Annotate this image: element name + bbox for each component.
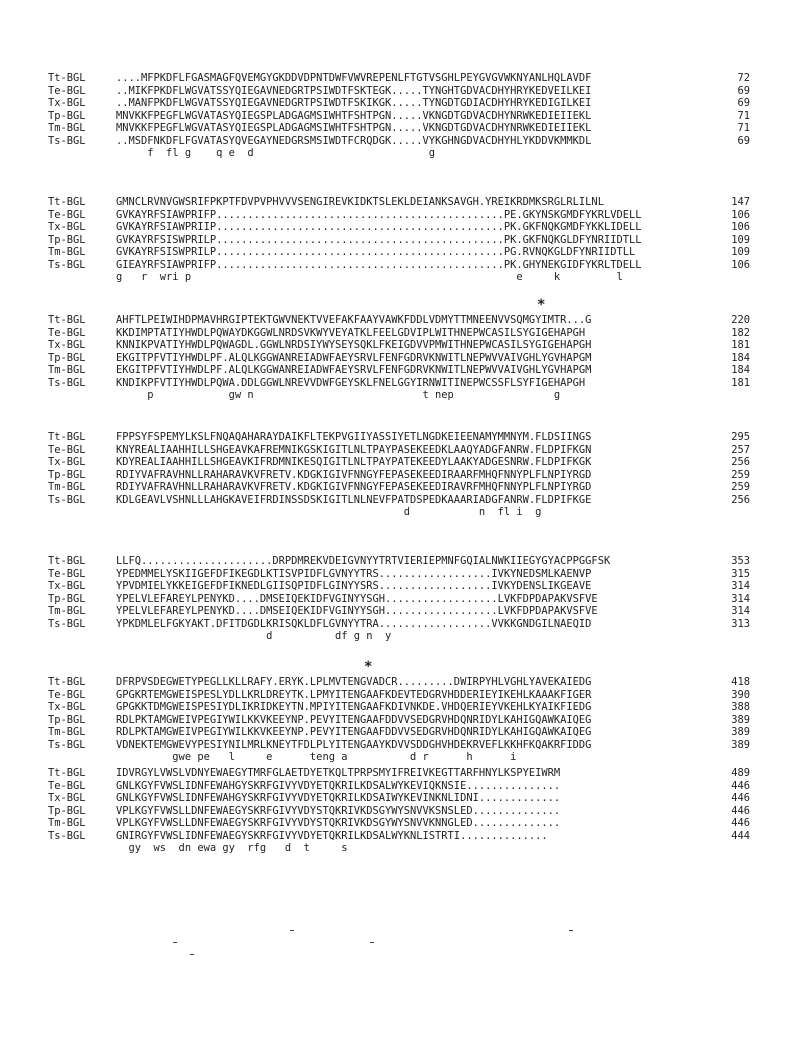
consensus-row — [48, 751, 748, 764]
sequence-name: Tt-BGL — [48, 314, 86, 326]
sequence-name: Ts-BGL — [48, 829, 86, 842]
scan-mark — [569, 930, 573, 931]
sequence-residues: KKDIMPTATIYHWDLPQWAYDKGGWLNRDSVKWYVEYATKLFEELGDVIPLWITHNEPWCASILSYGIGEHAPGH — [116, 326, 586, 339]
sequence-name: Tt-BGL — [48, 431, 86, 443]
residue-count: 71 — [737, 122, 750, 134]
sequence-name: Te-BGL — [48, 84, 86, 97]
alignment-block-3 — [48, 297, 750, 402]
residue-count: 257 — [731, 443, 750, 456]
sequence-row — [48, 689, 748, 702]
sequence-residues: VPLKGYFVWSLLDNFEWAEGYSKRFGIVYVDYSTQKRIVKDSGYWYSNVVKNNGLED.............. — [116, 817, 561, 829]
sequence-row — [48, 327, 748, 340]
sequence-name: Ts-BGL — [48, 617, 86, 630]
sequence-name: Te-BGL — [48, 443, 86, 456]
sequence-row — [48, 259, 748, 272]
sequence-residues: ..MIKFPKDFLWGVATSSYQIEGAVNEDGRTPSIWDTFSKTEGK.....TYNGHTGDVACDHYHRYKEDVEILKEI — [116, 84, 592, 97]
sequence-row — [48, 339, 748, 352]
sequence-residues: GVKAYRFSISWPRILP..............................................PK.GKFNQKGLDFYNRIIDTLL — [116, 233, 642, 246]
sequence-row — [48, 97, 748, 110]
sequence-row — [48, 593, 748, 606]
consensus-residues: d n fl i g — [116, 506, 542, 518]
residue-count: 69 — [737, 134, 750, 147]
scan-mark — [370, 942, 374, 943]
residue-count: 220 — [731, 314, 750, 326]
residue-count: 147 — [731, 196, 750, 208]
sequence-row — [48, 817, 748, 830]
sequence-name: Tt-BGL — [48, 767, 86, 779]
residue-count: 184 — [731, 351, 750, 364]
alignment-block-6 — [48, 659, 750, 764]
consensus-row — [48, 271, 748, 284]
alignment-block-1 — [48, 72, 748, 160]
consensus-row — [48, 506, 748, 519]
sequence-residues: RDLPKTAMGWEIVPEGIYWILKKVKEEYNP.PEVYITENGAAFDDVVSEDGRVHDQNRIDYLKAHIGQAWKAIQEG — [116, 726, 592, 738]
sequence-residues: GMNCLRVNVGWSRIFPKPTFDVPVPHVVVSENGIREVKIDKTSLEKLDEIANKSAVGH.YREIKRDMKSRGLRLILNL — [116, 196, 604, 208]
sequence-row — [48, 431, 748, 444]
sequence-row — [48, 676, 748, 689]
sequence-residues: IDVRGYLVWSLVDNYEWAEGYTMRFGLAETDYETKQLTPRPSMYIFREIVKEGTTARFHNYLKSPYEIWRM — [116, 767, 561, 779]
residue-count: 388 — [731, 701, 750, 713]
residue-count: 314 — [731, 580, 750, 592]
residue-count: 181 — [731, 376, 750, 389]
residue-count: 71 — [737, 109, 750, 122]
alignment-block-7 — [48, 767, 748, 855]
residue-count: 109 — [731, 246, 750, 258]
consensus-residues: d df g n y — [116, 630, 392, 642]
sequence-residues: GPGKRTEMGWEISPESLYDLLKRLDREYTK.LPMYITENGAAFKDEVTEDGRVHDDERIEYIKEHLKAAAKFIGER — [116, 688, 592, 701]
sequence-row — [48, 135, 748, 148]
sequence-row — [48, 444, 748, 457]
active-site-star: * — [364, 659, 373, 675]
sequence-row — [48, 726, 748, 739]
sequence-name: Tm-BGL — [48, 246, 86, 258]
residue-count: 106 — [731, 208, 750, 221]
sequence-name: Tm-BGL — [48, 817, 86, 829]
residue-count: 314 — [731, 592, 750, 605]
residue-count: 313 — [731, 617, 750, 630]
sequence-residues: MNVKKFPEGFLWGVATASYQIEGSPLADGAGMSIWHTFSHTPGN.....VKNGDTGDVACDHYNRWKEDIEIIEKL — [116, 122, 592, 134]
sequence-row — [48, 456, 748, 469]
sequence-name: Ts-BGL — [48, 493, 86, 506]
consensus-row — [48, 147, 748, 160]
residue-count: 315 — [731, 567, 750, 580]
residue-count: 446 — [731, 817, 750, 829]
sequence-name: Tt-BGL — [48, 196, 86, 208]
sequence-row — [48, 377, 748, 390]
sequence-row — [48, 110, 748, 123]
sequence-residues: GNIRGYFVWSLIDNFEWAEGYSKRFGIVYVDYETQKRILKDSALWYKNLISTRTI.............. — [116, 829, 548, 842]
sequence-name: Tx-BGL — [48, 339, 86, 351]
consensus-row — [48, 630, 748, 643]
sequence-residues: KNDIKPFVTIYHWDLPQWA.DDLGGWLNREVVDWFGEYSKLFNELGGYIRNWITINEPWCSSFLSYFIGEHAPGH — [116, 376, 586, 389]
consensus-residues: gy ws dn ewa gy rfg d t s — [116, 842, 348, 854]
sequence-residues: RDIYVAFRAVHNLLRAHARAVKVFRETV.KDGKIGIVFNNGYFEPASEKEEDIRAVRFMHQFNNYPLFLNPIYRGD — [116, 481, 592, 493]
residue-count: 446 — [731, 804, 750, 817]
sequence-row — [48, 494, 748, 507]
sequence-residues: KNYREALIAAHHILLSHGEAVKAFREMNIKGSKIGITLNLTPAYPASEKEEDKLAAQYADGFANRW.FLDPIFKGN — [116, 443, 592, 456]
sequence-name: Tx-BGL — [48, 97, 86, 109]
sequence-row — [48, 618, 748, 631]
sequence-row — [48, 352, 748, 365]
sequence-name: Tp-BGL — [48, 233, 86, 246]
sequence-residues: LLFQ.....................DRPDMREKVDEIGVNYYTRTVIERIEPMNFGQIALNWKIIEGYGYACPPGGFSK — [116, 555, 611, 567]
residue-count: 256 — [731, 493, 750, 506]
sequence-row — [48, 805, 748, 818]
sequence-name: Ts-BGL — [48, 738, 86, 751]
sequence-row — [48, 481, 748, 494]
sequence-row — [48, 364, 748, 377]
residue-count: 259 — [731, 468, 750, 481]
alignment-block-2 — [48, 196, 748, 284]
residue-count: 389 — [731, 713, 750, 726]
sequence-row — [48, 792, 748, 805]
sequence-residues: YPVDMIELYKKEIGEFDFIKNEDLGIISQPIDFLGINYYSRS..................IVKYDENSLIKGEAVE — [116, 580, 592, 592]
sequence-residues: RDIYVAFRAVHNLLRAHARAVKVFRETV.KDGKIGIVFNNGYFEPASEKEEDIRAARFMHQFNNYPLFLNPIYRGD — [116, 468, 592, 481]
residue-count: 418 — [731, 676, 750, 688]
residue-count: 72 — [737, 72, 750, 84]
sequence-row — [48, 701, 748, 714]
sequence-residues: GPGKKTDMGWEISPESIYDLIKRIDKEYTN.MPIYITENGAAFKDIVNKDE.VHDQERIEYVKEHLKYAIKFIEDG — [116, 701, 592, 713]
sequence-residues: YPKDMLELFGKYAKT.DFITDGDLKRISQKLDFLGVNYYTRA..................VVKKGNDGILNAEQID — [116, 617, 592, 630]
sequence-name: Tp-BGL — [48, 592, 86, 605]
sequence-row — [48, 72, 748, 85]
residue-count: 256 — [731, 456, 750, 468]
residue-count: 259 — [731, 481, 750, 493]
sequence-residues: KNNIKPVATIYHWDLPQWAGDL.GGWLNRDSIYWYSEYSQKLFKEIGDVVPMWITHNEPWCASILSYGIGEHAPGH — [116, 339, 592, 351]
sequence-name: Te-BGL — [48, 688, 86, 701]
sequence-residues: GNLKGYFVWSLIDNFEWAHGYSKRFGIVYVDYETQKRILKDSALWYKEVIQKNSIE............... — [116, 779, 561, 792]
sequence-row — [48, 767, 748, 780]
residue-count: 390 — [731, 688, 750, 701]
residue-count: 314 — [731, 605, 750, 617]
sequence-residues: GNLKGYFVWSLIDNFEWAHGYSKRFGIVYVDYETQKRILKDSAIWYKEVINKNLIDNI............. — [116, 792, 561, 804]
residue-count: 69 — [737, 97, 750, 109]
residue-count: 389 — [731, 726, 750, 738]
sequence-name: Tm-BGL — [48, 122, 86, 134]
sequence-residues: RDLPKTAMGWEIVPEGIYWILKKVKEEYNP.PEVYITENGAAFDDVVSEDGRVHDQNRIDYLKAHIGQAWKAIQEG — [116, 713, 592, 726]
residue-count: 184 — [731, 364, 750, 376]
sequence-name: Tt-BGL — [48, 72, 86, 84]
sequence-row — [48, 314, 748, 327]
sequence-residues: YPELVLEFAREYLPENYKD....DMSEIQEKIDFVGINYYSGH..................LVKFDPDAPAKVSFVE — [116, 605, 598, 617]
residue-count: 353 — [731, 555, 750, 567]
sequence-row — [48, 555, 748, 568]
sequence-name: Tp-BGL — [48, 109, 86, 122]
sequence-residues: YPELVLEFAREYLPENYKD....DMSEIQEKIDFVGINYYSGH..................LVKFDPDAPAKVSFVE — [116, 592, 598, 605]
sequence-name: Tx-BGL — [48, 580, 86, 592]
sequence-row — [48, 830, 748, 843]
sequence-name: Tm-BGL — [48, 364, 86, 376]
alignment-block-5 — [48, 555, 748, 643]
sequence-residues: EKGITPFVTIYHWDLPF.ALQLKGGWANREIADWFAEYSRVLFENFGDRVKNWITLNEPWVVAIVGHLYGVHAPGM — [116, 364, 592, 376]
sequence-row — [48, 221, 748, 234]
sequence-name: Ts-BGL — [48, 376, 86, 389]
sequence-row — [48, 568, 748, 581]
sequence-row — [48, 469, 748, 482]
consensus-residues: p gw n t nep g — [116, 389, 561, 401]
residue-count: 106 — [731, 221, 750, 233]
sequence-row — [48, 246, 748, 259]
sequence-name: Tx-BGL — [48, 701, 86, 713]
sequence-residues: VDNEKTEMGWEVYPESIYNILMRLKNEYTFDLPLYITENGAAYKDVVSDDGHVHDEKRVEFLKKHFKQAKRFIDDG — [116, 738, 592, 751]
sequence-residues: KDLGEAVLVSHNLLLAHGKAVEIFRDINSSDSKIGITLNLNEVFPATDSPEDKAAARIADGFANRW.FLDPIFKGE — [116, 493, 592, 506]
sequence-name: Tp-BGL — [48, 804, 86, 817]
scan-mark — [290, 930, 294, 931]
sequence-residues: GVKAYRFSIAWPRIFP..............................................PE.GKYNSKGMDFYKRLVDELL — [116, 208, 642, 221]
sequence-name: Tp-BGL — [48, 351, 86, 364]
residue-count: 389 — [731, 738, 750, 751]
sequence-residues: GVKAYRFSISWPRILP..............................................PG.RVNQKGLDFYNRIIDTLL — [116, 246, 636, 258]
sequence-row — [48, 85, 748, 98]
sequence-name: Tt-BGL — [48, 555, 86, 567]
sequence-row — [48, 209, 748, 222]
scan-mark — [190, 954, 194, 955]
sequence-row — [48, 234, 748, 247]
consensus-residues: f fl g q e d g — [116, 147, 436, 159]
residue-count: 444 — [731, 829, 750, 842]
sequence-name: Te-BGL — [48, 567, 86, 580]
sequence-residues: AHFTLPEIWIHDPMAVHRGIPTEKTGWVNEKTVVEFAKFAAYVAWKFDDLVDMYTTMNEENVVSQMGYIMTR...G — [116, 314, 592, 326]
sequence-residues: EKGITPFVTIYHWDLPF.ALQLKGGWANREIADWFAEYSRVLFENFGDRVKNWITLNEPWVVAIVGHLYGVHAPGM — [116, 351, 592, 364]
residue-count: 109 — [731, 233, 750, 246]
alignment-block-4 — [48, 431, 748, 519]
residue-count: 106 — [731, 258, 750, 271]
sequence-residues: VPLKGYFVWSLLDNFEWAEGYSKRFGIVYVDYSTQKRIVKDSGYWYSNVVKSNSLED.............. — [116, 804, 561, 817]
sequence-name: Tt-BGL — [48, 676, 86, 688]
active-site-star: * — [537, 297, 546, 313]
sequence-name: Tm-BGL — [48, 726, 86, 738]
sequence-name: Te-BGL — [48, 326, 86, 339]
sequence-residues: YPEDMMELYSKIIGEFDFIKEGDLKTISVPIDFLGVNYYTRS..................IVKYNEDSMLKAENVP — [116, 567, 592, 580]
residue-count: 69 — [737, 84, 750, 97]
sequence-row — [48, 780, 748, 793]
sequence-name: Te-BGL — [48, 779, 86, 792]
residue-count: 489 — [731, 767, 750, 779]
consensus-residues: g r wri p e k l — [116, 271, 623, 283]
residue-count: 181 — [731, 339, 750, 351]
sequence-residues: FPPSYFSPEMYLKSLFNQAQAHARAYDAIKFLTEKPVGIIYASSIYETLNGDKEIEENAMYMMNYM.FLDSIINGS — [116, 431, 592, 443]
residue-count: 446 — [731, 779, 750, 792]
sequence-residues: GIEAYRFSIAWPRIFP..............................................PK.GHYNEKGIDFYKRLTDELL — [116, 258, 642, 271]
sequence-row — [48, 605, 748, 618]
sequence-residues: GVKAYRFSIAWPRIIP..............................................PK.GKFNQKGMDFYKKLIDELL — [116, 221, 642, 233]
sequence-residues: ..MANFPKDFLWGVATSSYQIEGAVNEDGRTPSIWDTFSKIKGK.....TYNGDTGDIACDHYHRYKEDIGILKEI — [116, 97, 592, 109]
consensus-residues: gwe pe l e teng a d r h i — [116, 751, 517, 763]
sequence-name: Tx-BGL — [48, 456, 86, 468]
sequence-name: Te-BGL — [48, 208, 86, 221]
sequence-row — [48, 580, 748, 593]
sequence-residues: ....MFPKDFLFGASMAGFQVEMGYGKDDVDPNTDWFVWVREPENLFTGTVSGHLPEYGVGVWKNYANLHQLAVDF — [116, 72, 592, 84]
sequence-residues: MNVKKFPEGFLWGVATASYQIEGSPLADGAGMSIWHTFSHTPGN.....VKNGDTGDVACDHYNRWKEDIEIIEKL — [116, 109, 592, 122]
sequence-name: Tx-BGL — [48, 792, 86, 804]
scan-mark — [173, 942, 177, 943]
sequence-name: Tm-BGL — [48, 481, 86, 493]
consensus-row — [48, 389, 748, 402]
sequence-row — [48, 196, 748, 209]
residue-count: 182 — [731, 326, 750, 339]
sequence-name: Tx-BGL — [48, 221, 86, 233]
sequence-row — [48, 122, 748, 135]
sequence-name: Ts-BGL — [48, 258, 86, 271]
sequence-residues: DFRPVSDEGWETYPEGLLKLLRAFY.ERYK.LPLMVTENGVADCR.........DWIRPYHLVGHLYAVEKAIEDG — [116, 676, 592, 688]
residue-count: 295 — [731, 431, 750, 443]
sequence-name: Ts-BGL — [48, 134, 86, 147]
sequence-residues: ..MSDFNKDFLFGVATASYQVEGAYNEDGRSMSIWDTFCRQDGK.....VYKGHNGDVACDHYHLYKDDVKMMKDL — [116, 134, 592, 147]
consensus-row — [48, 842, 748, 855]
sequence-name: Tp-BGL — [48, 468, 86, 481]
sequence-name: Tp-BGL — [48, 713, 86, 726]
sequence-row — [48, 739, 748, 752]
sequence-name: Tm-BGL — [48, 605, 86, 617]
sequence-row — [48, 714, 748, 727]
residue-count: 446 — [731, 792, 750, 804]
sequence-residues: KDYREALIAAHHILLSHGEAVKIFRDMNIKESQIGITLNLTPAYPATEKEEDYLAAKYADGESNRW.FLDPIFKGK — [116, 456, 592, 468]
